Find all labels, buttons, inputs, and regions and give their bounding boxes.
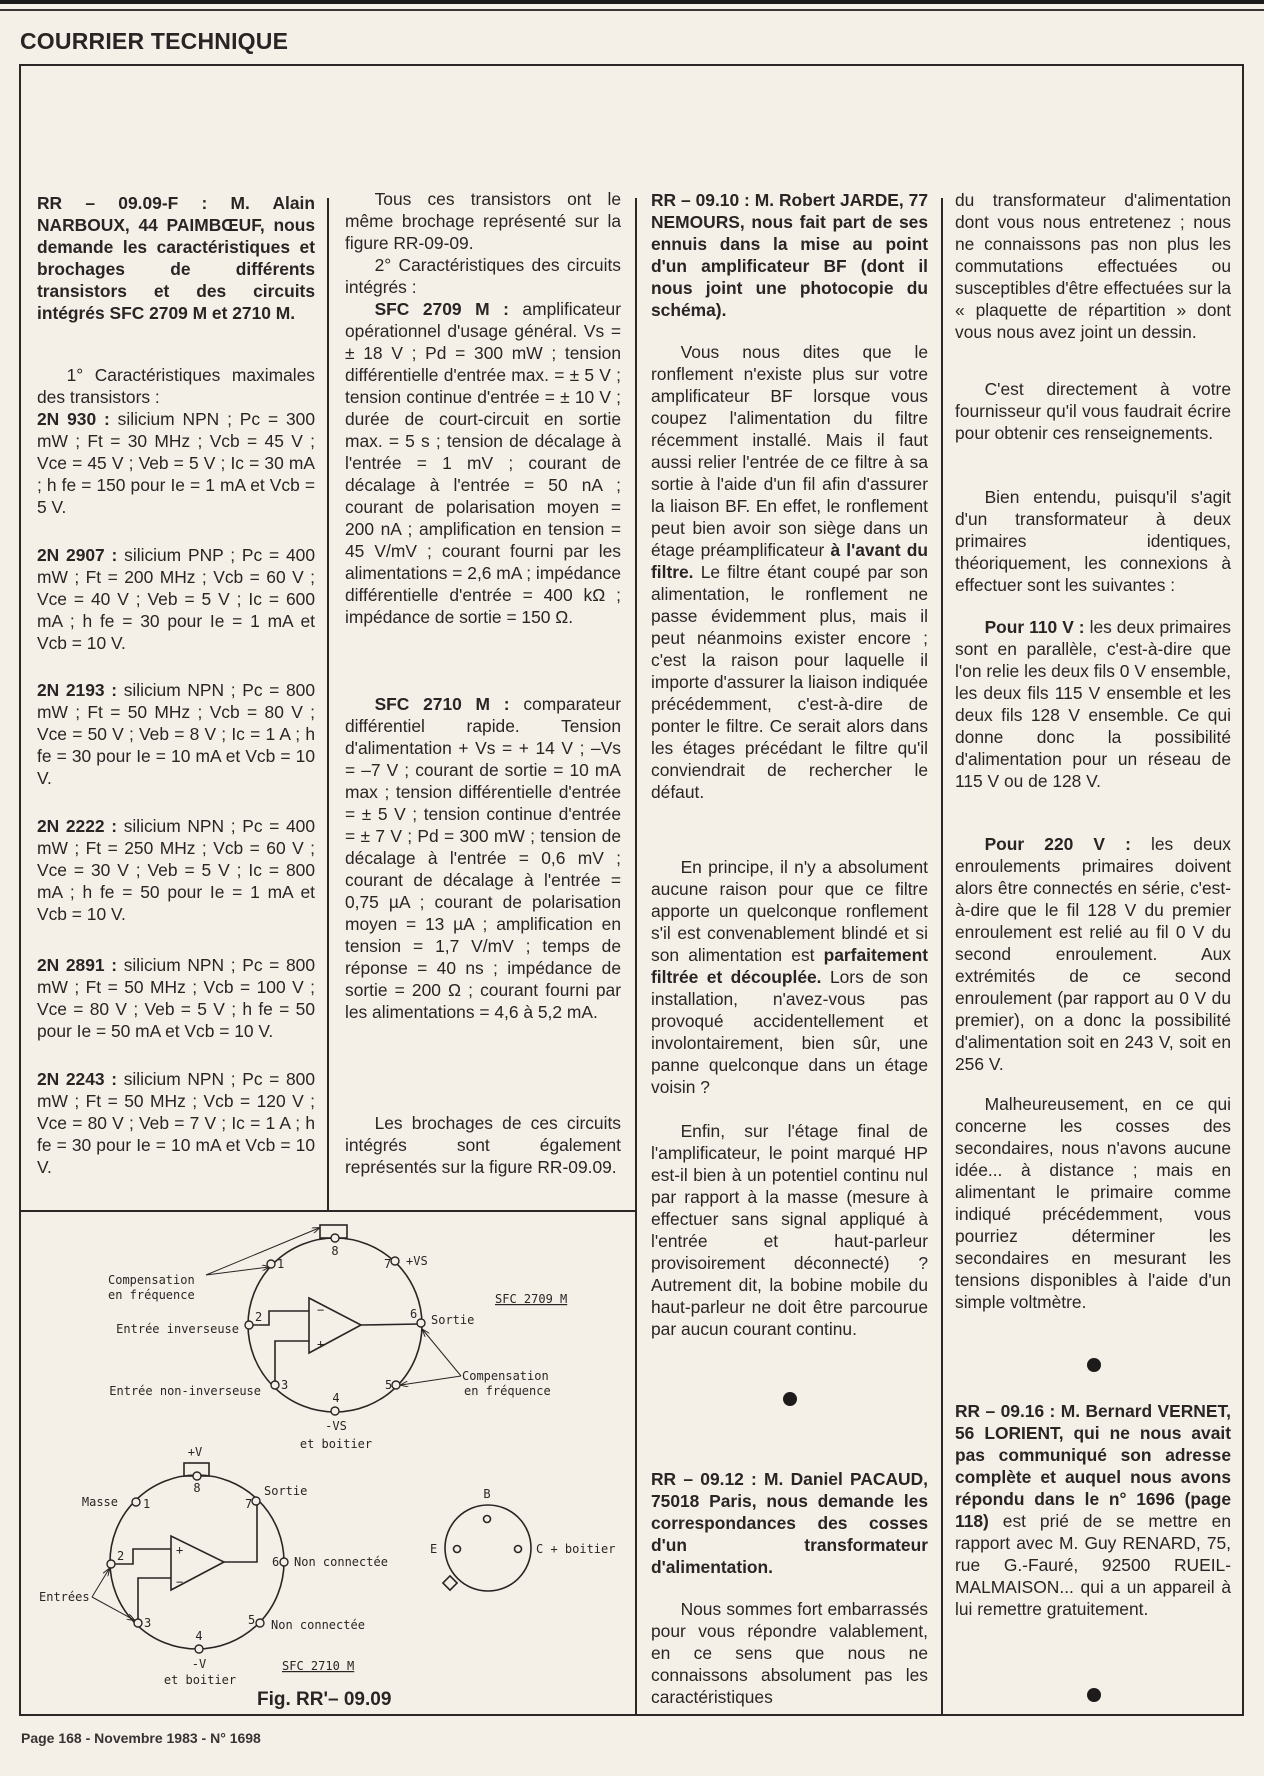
- figure-caption: Fig. RR'– 09.09: [257, 1689, 392, 1710]
- pin-label-collector: C + boitier: [536, 1542, 616, 1556]
- plus-sign: +: [176, 1543, 184, 1557]
- plus-sign: +: [317, 1337, 325, 1351]
- label: et boitier: [163, 1673, 237, 1687]
- pin-number: 8: [331, 1244, 339, 1258]
- label: en fréquence: [108, 1288, 195, 1302]
- label: Non connectée: [294, 1555, 388, 1569]
- section-title: COURRIER TECHNIQUE: [20, 28, 289, 54]
- letter-heading: RR – 09.10 : M. Robert JARDE, 77 NEMOURS, nous fait part de ses ennuis dans la mise au point d'un amplificateur BF (dont il nous joint une photocopie du schéma).: [651, 190, 928, 320]
- text: les deux enroulements primaires doivent alors être connectés en série, c'est-à-dire que le fil 128 V du premier enroulement est relié au fil 0 V du second enroulement. Aux extrémités de ce second enroulement (par rapport au 0 V du premier), on a donc la possibilité d'alimentation soit en 243 V, soit en 256 V.: [955, 834, 1231, 1074]
- transistor-name: 2N 2193 :: [37, 680, 118, 700]
- ic-spec: [345, 693, 621, 1023]
- transistor-text: silicium NPN ; Pc = 800 mW ; Ft = 50 MHz ; Vcb = 120 V ; Vce = 80 V ; Veb = 7 V ; Ic = 1 A ; h fe = 30 pour Ie = 10 mA et Vcb = 10 V.: [37, 1069, 315, 1177]
- label: +VS: [406, 1254, 428, 1268]
- pin-number: 4: [332, 1391, 340, 1405]
- label: +V: [187, 1445, 203, 1459]
- letter-heading: [955, 1400, 1231, 1620]
- label: Entrée inverseuse: [116, 1322, 239, 1336]
- pin-number: 2: [255, 1310, 263, 1324]
- paragraph: Enfin, sur l'étage final de l'amplificateur, le point marqué HP est-il bien à un potentiel continu nul par rapport à la masse (mesure à effectuer sans signal appliqué à l'entrée et haut-parleur provisoirement déconnecté) ? Autrement dit, la bobine mobile du haut-parleur ne doit être parcourue par aucun courant continu.: [651, 1121, 928, 1339]
- letter-heading: RR – 09.09-F : M. Alain NARBOUX, 44 PAIMBŒUF, nous demande les caractéristiques et brochages de différents transistors et des circuits intégrés SFC 2709 M et 2710 M.: [37, 193, 315, 323]
- label: Non connectée: [271, 1618, 365, 1632]
- transistor-text: silicium PNP ; Pc = 400 mW ; Ft = 200 MHz ; Vcb = 60 V ; Vce = 40 V ; Veb = 5 V ; Ic = 600 mA ; h fe = 30 pour Ie = 1 mA et Vcb = 10 V.: [37, 545, 315, 653]
- label: Sortie: [264, 1484, 308, 1498]
- label: Masse: [81, 1495, 118, 1509]
- bullet-separator: [1087, 1358, 1101, 1372]
- paragraph: Les brochages de ces circuits intégrés sont également représentés sur la figure RR-09.09.: [345, 1113, 621, 1177]
- transistor-spec: [37, 954, 315, 1042]
- pin-number: 5: [248, 1613, 256, 1627]
- pin-number: 6: [272, 1555, 280, 1569]
- paragraph: du transformateur d'alimentation dont vous nous entretenez ; nous ne connaissons pas non plus les commutations effectuées ou susceptibles d'être effectuées sur la « plaquette de répartition » dont vous nous avez joint un dessin.: [955, 190, 1231, 342]
- pin-number: 3: [281, 1378, 289, 1392]
- text: est prié de se mettre en rapport avec M. Guy RENARD, 75, rue G.-Fauré, 92500 RUEIL-MALMAISON... qui a un appareil à lui remettre gratuitement.: [955, 1511, 1231, 1619]
- paragraph: [955, 833, 1231, 1075]
- pin-number: 3: [144, 1616, 152, 1630]
- transistor-name: 2N 2243 :: [37, 1069, 118, 1089]
- text: Vous nous dites que le ronflement n'existe plus sur votre amplificateur BF lorsque vous coupez l'alimentation du filtre récemment installé. Mais il faut aussi relier l'entrée de ce filtre à sa sortie à l'aide d'un fil afin d'assurer la liaison BF. En effet, le ronflement peut bien avoir son siège dans un étage préamplificateur: [651, 342, 928, 560]
- transistor-spec: [37, 815, 315, 925]
- lead: Pour 110 V :: [984, 617, 1085, 637]
- lead: RR – 09.16 : M. Bernard VERNET, 56 LORIENT, qui ne nous avait pas communiqué son adresse complète et auquel nous avons répondu dans le n° 1696 (page 118): [955, 1401, 1231, 1531]
- transistor-text: silicium NPN ; Pc = 800 mW ; Ft = 50 MHz ; Vcb = 80 V ; Vce = 50 V ; Veb = 8 V ; Ic = 1 A ; h fe = 30 pour Ie = 10 mA et Vcb = 10 V.: [37, 680, 315, 788]
- paragraph: 1° Caractéristiques maximales des transistors :: [37, 365, 315, 407]
- minus-sign: −: [176, 1575, 184, 1589]
- pin-number: 7: [384, 1257, 392, 1271]
- emphasis: parfaitement filtrée et découplée.: [651, 945, 928, 987]
- transistor-package: [443, 1505, 531, 1591]
- label: Compensation: [462, 1369, 549, 1383]
- transistor-spec: [37, 679, 315, 789]
- transistor-text: silicium NPN ; Pc = 800 mW ; Ft = 50 MHz ; Vcb = 100 V ; Vce = 80 V ; Veb = 5 V ; h fe = 50 pour Ie = 50 mA et Vcb = 10 V.: [37, 955, 315, 1041]
- figure-rr-09-09: [21, 1210, 636, 1716]
- transistor-spec: [37, 408, 315, 518]
- paragraph: Nous sommes fort embarrassés pour vous répondre valablement, en ce sens que nous ne connaissons absolument pas les caractéristiques: [651, 1599, 928, 1707]
- top-thin-rule: [0, 9, 1264, 11]
- ic-title: SFC 2710 M: [282, 1659, 355, 1673]
- transistor-text: silicium NPN ; Pc = 400 mW ; Ft = 250 MHz ; Vcb = 60 V ; Vce = 30 V ; Veb = 5 V ; Ic = 800 mA ; h fe = 50 pour Ie = 1 mA et Vcb = 10 V.: [37, 816, 315, 924]
- transistor-name: 2N 2907 :: [37, 545, 118, 565]
- ic-name: SFC 2709 M :: [374, 299, 509, 319]
- pin-number: 8: [193, 1481, 201, 1495]
- label: -V: [191, 1657, 207, 1671]
- text: En principe, il n'y a absolument aucune raison pour que ce filtre apporte un quelconque ronflement s'il est convenablement blindé et si son alimentation est: [651, 857, 928, 965]
- bullet-separator: [1087, 1688, 1101, 1702]
- transistor-name: 2N 2222 :: [37, 816, 118, 836]
- paragraph: C'est directement à votre fournisseur qu'il vous faudrait écrire pour obtenir ces renseignements.: [955, 379, 1231, 443]
- column-divider: [941, 198, 943, 1716]
- pin-number: 7: [245, 1497, 253, 1511]
- pin-number: 2: [117, 1549, 125, 1563]
- transistor-spec: [37, 1068, 315, 1178]
- label: Entrées: [39, 1590, 90, 1604]
- ic-text: amplificateur opérationnel d'usage général. Vs = ± 18 V ; Pd = 300 mW ; tension différentielle d'entrée max. = ± 5 V ; tension continue d'entrée = ± 10 V ; durée de court-circuit en sortie max. = 5 s ; tension de décalage à l'entrée = 1 mV ; courant de décalage à l'entrée = 50 nA ; courant de polarisation moyen = 200 nA ; amplification en tension = 45 V/mV ; courant fourni par les alimentations = 2,6 mA ; impédance différentielle d'entrée = 400 kΩ ; impédance de sortie = 150 Ω.: [345, 299, 621, 627]
- pin-number: 5: [385, 1378, 393, 1392]
- paragraph: [651, 341, 928, 803]
- column-divider: [327, 198, 329, 1210]
- transistor-name: 2N 930 :: [37, 409, 110, 429]
- pin-label-base: B: [483, 1487, 491, 1501]
- ic-spec: [345, 298, 621, 628]
- ic-name: SFC 2710 M :: [374, 694, 510, 714]
- bullet-separator: [783, 1392, 797, 1406]
- label: Compensation: [108, 1273, 195, 1287]
- label: en fréquence: [464, 1384, 551, 1398]
- lead: Pour 220 V :: [984, 834, 1131, 854]
- transistor-name: 2N 2891 :: [37, 955, 118, 975]
- paragraph: Tous ces transistors ont le même brochage représenté sur la figure RR-09-09.: [345, 189, 621, 253]
- minus-sign: −: [317, 1303, 325, 1317]
- emphasis: à l'avant du filtre.: [651, 540, 929, 582]
- paragraph: Bien entendu, puisqu'il s'agit d'un transformateur à deux primaires identiques, théoriquement, les connexions à effectuer sont les suivantes :: [955, 487, 1231, 595]
- label: et boitier: [299, 1437, 373, 1451]
- pin-number: 1: [277, 1257, 285, 1271]
- pinout-diagram: [21, 1212, 636, 1718]
- page-footer: Page 168 - Novembre 1983 - N° 1698: [21, 1730, 261, 1746]
- ic-text: comparateur différentiel rapide. Tension d'alimentation + Vs = + 14 V ; –Vs = –7 V ; courant de sortie = 10 mA max ; tension différentielle d'entrée = ± 5 V ; tension continue d'entrée = ± 7 V ; Pd = 300 mW ; tension de décalage à l'entrée = 0,6 mV ; courant de décalage à l'entrée = 0,75 µA ; courant de polarisation moyen = 13 µA ; amplification en tension = 1,7 V/mV ; temps de réponse = 40 ns ; impédance de sortie = 200 Ω ; courant fourni par les alimentations = 4,6 à 5,2 mA.: [345, 694, 621, 1022]
- paragraph: [651, 856, 928, 1098]
- paragraph: [955, 616, 1231, 792]
- pin-number: 1: [143, 1497, 151, 1511]
- label: -VS: [325, 1419, 347, 1433]
- text: les deux primaires sont en parallèle, c'est-à-dire que l'on relie les deux fils 0 V ensemble, les deux fils 115 V ensemble et les deux fils 128 V ensemble. Ce qui donne donc la possibilité d'alimentation pour un réseau de 115 V ou de 128 V.: [955, 617, 1231, 791]
- pin-number: 6: [410, 1307, 418, 1321]
- text: Lors de son installation, n'avez-vous pas provoqué accidentellement et involontairement, bien sûr, une panne quelconque dans un étage voisin ?: [651, 967, 928, 1097]
- ic-title: SFC 2709 M: [495, 1292, 568, 1306]
- pin-number: 4: [195, 1629, 203, 1643]
- letter-heading: RR – 09.12 : M. Daniel PACAUD, 75018 Paris, nous demande les correspondances des cosses d'un transformateur d'alimentation.: [651, 1469, 928, 1577]
- label: Sortie: [431, 1313, 475, 1327]
- transistor-text: silicium NPN ; Pc = 300 mW ; Ft = 30 MHz ; Vcb = 45 V ; Vce = 45 V ; Veb = 5 V ; Ic = 30 mA ; h fe = 150 pour Ie = 1 mA et Vcb = 5 V.: [37, 409, 316, 517]
- label: Entrée non-inverseuse: [109, 1384, 261, 1398]
- top-rule: [0, 0, 1264, 4]
- paragraph: 2° Caractéristiques des circuits intégrés :: [345, 255, 621, 297]
- transistor-spec: [37, 544, 315, 654]
- pin-label-emitter: E: [430, 1542, 438, 1556]
- text: Le filtre étant coupé par son alimentation, le ronflement ne passe évidemment plus, mais il peut néanmoins exister encore ; c'est la raison pour laquelle il importe d'assurer la liaison indiquée précédemment, c'est-à-dire de ponter le filtre. Ce serait alors dans les étages précédant le filtre qu'il conviendrait de rechercher le défaut.: [651, 562, 928, 802]
- paragraph: Malheureusement, en ce qui concerne les cosses des secondaires, nous n'avons aucune idée... à distance ; mais en alimentant le primaire comme indiqué précédemment, vous pourriez déterminer les secondaires en mesurant les tensions disponibles à l'aide d'un simple voltmètre.: [955, 1094, 1231, 1312]
